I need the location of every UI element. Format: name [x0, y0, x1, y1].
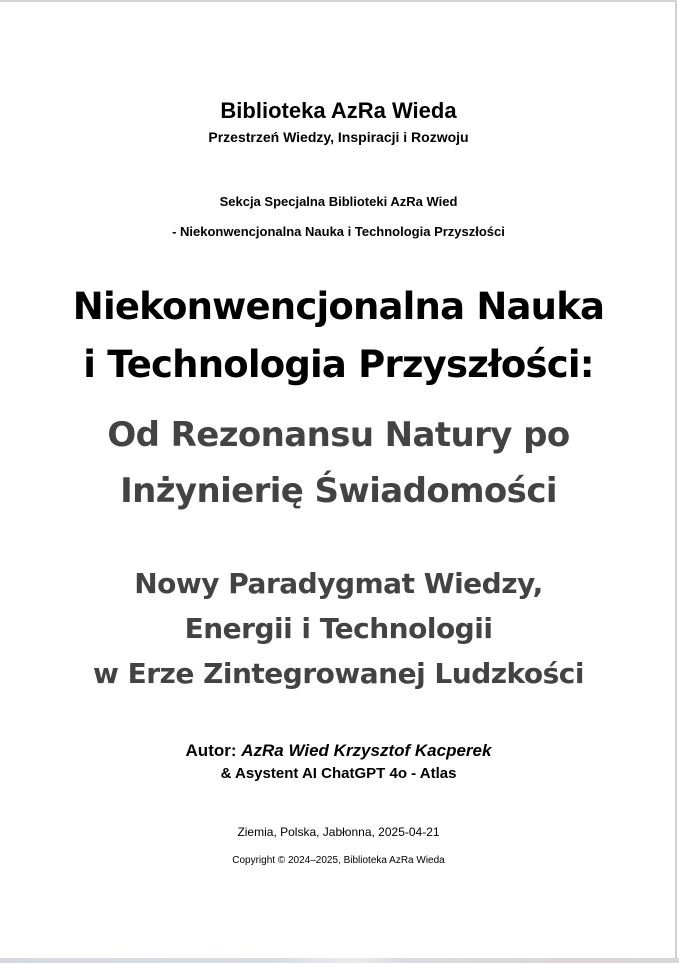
author-line [0, 741, 677, 761]
viewer-bottom-edge [0, 958, 679, 963]
copyright-notice: Copyright © 2024–2025, Biblioteka AzRa Wieda [232, 855, 445, 866]
tagline-line-1: Nowy Paradygmat Wiedzy, [134, 567, 543, 600]
section-heading: Sekcja Specjalna Biblioteki AzRa Wied [219, 194, 458, 209]
library-tagline: Przestrzeń Wiedzy, Inspiracji i Rozwoju [208, 129, 469, 145]
library-name: Biblioteka AzRa Wieda [220, 98, 457, 123]
author-name: AzRa Wied Krzysztof Kacperek [241, 741, 492, 760]
main-title-line-2: i Technologia Przyszłości: [83, 343, 594, 386]
section-subheading: - Niekonwencjonalna Nauka i Technologia Przyszłości [172, 224, 505, 239]
subtitle-line-2: Inżynierię Świadomości [120, 471, 557, 511]
place-date: Ziemia, Polska, Jabłonna, 2025-04-21 [237, 825, 440, 839]
author-label: Autor: [185, 741, 242, 760]
tagline-line-3: w Erze Zintegrowanej Ludzkości [93, 657, 584, 690]
tagline-line-2: Energii i Technologii [184, 612, 493, 645]
subtitle-line-1: Od Rezonansu Natury po [107, 415, 570, 455]
assistant-line: & Asystent AI ChatGPT 4o - Atlas [220, 765, 457, 782]
main-title-line-1: Niekonwencjonalna Nauka [72, 285, 605, 328]
